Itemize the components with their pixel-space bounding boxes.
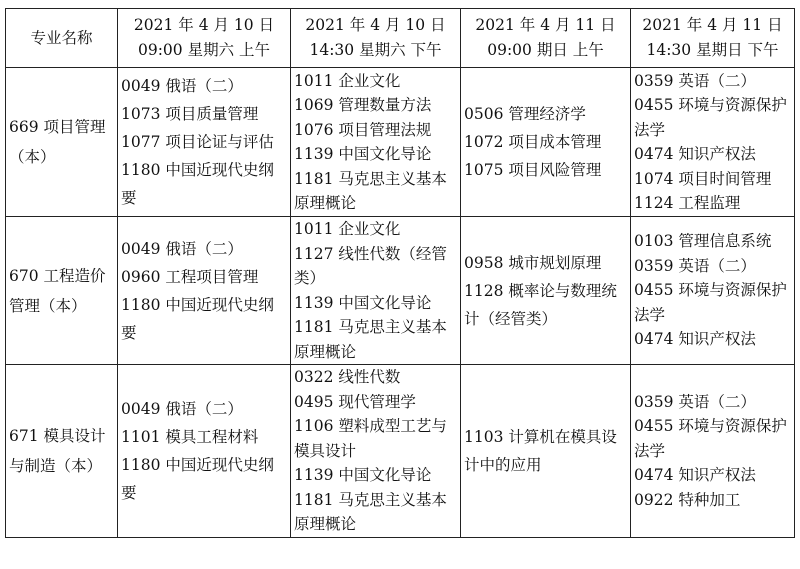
session-date: 2021 年 4 月 11 日 bbox=[475, 16, 616, 34]
course-line: 类） bbox=[294, 269, 326, 287]
course-line: 1180 中国近现代史纲 bbox=[121, 161, 274, 179]
course-line: 法学 bbox=[634, 305, 666, 324]
course-line: 0455 环境与资源保护 bbox=[634, 417, 787, 435]
course-line: 1180 中国近现代史纲 bbox=[121, 455, 274, 474]
session-4-courses bbox=[631, 68, 795, 217]
course-line: 0455 环境与资源保护 bbox=[634, 96, 787, 114]
course-line: 0506 管理经济学 bbox=[464, 105, 586, 123]
course-line: 1011 企业文化 bbox=[294, 71, 401, 90]
session-2-courses bbox=[291, 68, 461, 217]
major-line: 670 工程造价 bbox=[9, 266, 106, 285]
header-session-3 bbox=[461, 9, 631, 68]
course-line: 0474 知识产权法 bbox=[634, 330, 756, 349]
course-line: 计中的应用 bbox=[464, 455, 542, 474]
major-line: （本） bbox=[9, 148, 56, 166]
course-line: 模具设计 bbox=[294, 441, 357, 460]
course-line: 0049 俄语（二） bbox=[121, 77, 243, 95]
course-line: 0474 知识产权法 bbox=[634, 466, 756, 484]
session-1-courses bbox=[118, 217, 291, 365]
course-line: 原理概论 bbox=[294, 342, 357, 361]
header-session-1 bbox=[118, 9, 291, 68]
header-major-name: 专业名称 bbox=[6, 9, 118, 68]
course-line: 要 bbox=[121, 323, 137, 342]
course-line: 1075 项目风险管理 bbox=[464, 161, 602, 179]
course-line: 1139 中国文化导论 bbox=[294, 466, 432, 484]
course-line: 0922 特种加工 bbox=[634, 490, 741, 509]
course-line: 0103 管理信息系统 bbox=[634, 232, 772, 251]
course-line: 0049 俄语（二） bbox=[121, 239, 243, 258]
header-session-2 bbox=[291, 9, 461, 68]
course-line: 0049 俄语（二） bbox=[121, 399, 243, 418]
course-line: 1074 项目时间管理 bbox=[634, 169, 772, 188]
session-3-courses bbox=[461, 68, 631, 217]
course-line: 1128 概率论与数理统 bbox=[464, 281, 617, 300]
major-line: 669 项目管理 bbox=[9, 118, 106, 136]
session-time: 14:30 星期日 下午 bbox=[646, 41, 779, 59]
course-line: 0958 城市规划原理 bbox=[464, 253, 602, 272]
session-3-courses bbox=[461, 217, 631, 365]
course-line: 0455 环境与资源保护 bbox=[634, 281, 787, 300]
course-line: 原理概论 bbox=[294, 194, 357, 212]
course-line: 0359 英语（二） bbox=[634, 256, 756, 275]
course-line: 1106 塑料成型工艺与 bbox=[294, 417, 447, 435]
course-line: 计（经管类） bbox=[464, 309, 558, 328]
session-3-courses bbox=[461, 365, 631, 538]
course-line: 1139 中国文化导论 bbox=[294, 145, 432, 163]
course-line: 1072 项目成本管理 bbox=[464, 133, 602, 151]
major-cell bbox=[6, 365, 118, 538]
session-date: 2021 年 4 月 10 日 bbox=[133, 16, 275, 34]
session-date: 2021 年 4 月 10 日 bbox=[305, 16, 446, 34]
course-line: 0359 英语（二） bbox=[634, 71, 756, 90]
course-line: 1076 项目管理法规 bbox=[294, 120, 432, 139]
course-line: 1181 马克思主义基本 bbox=[294, 169, 447, 188]
course-line: 1180 中国近现代史纲 bbox=[121, 295, 274, 314]
course-line: 原理概论 bbox=[294, 515, 357, 533]
course-line: 要 bbox=[121, 189, 137, 207]
course-line: 1069 管理数量方法 bbox=[294, 96, 432, 114]
course-line: 0359 英语（二） bbox=[634, 392, 756, 411]
major-cell bbox=[6, 68, 118, 217]
major-line: 671 模具设计 bbox=[9, 426, 106, 445]
course-line: 法学 bbox=[634, 120, 666, 139]
course-line: 1181 马克思主义基本 bbox=[294, 490, 447, 509]
course-line: 1181 马克思主义基本 bbox=[294, 318, 447, 336]
course-line: 0960 工程项目管理 bbox=[121, 267, 259, 286]
course-line: 1073 项目质量管理 bbox=[121, 105, 259, 123]
course-line: 0474 知识产权法 bbox=[634, 145, 756, 163]
course-line: 1011 企业文化 bbox=[294, 220, 401, 238]
session-1-courses bbox=[118, 365, 291, 538]
course-line: 0322 线性代数 bbox=[294, 368, 401, 386]
session-date: 2021 年 4 月 11 日 bbox=[642, 16, 783, 34]
session-1-courses bbox=[118, 68, 291, 217]
course-line: 1101 模具工程材料 bbox=[121, 427, 259, 446]
course-line: 0495 现代管理学 bbox=[294, 392, 416, 411]
table-row bbox=[6, 217, 795, 365]
exam-schedule-table bbox=[5, 8, 795, 538]
session-time: 09:00 期日 上午 bbox=[487, 41, 604, 59]
course-line: 1124 工程监理 bbox=[634, 194, 741, 212]
header-session-4 bbox=[631, 9, 795, 68]
session-2-courses bbox=[291, 217, 461, 365]
session-time: 14:30 星期六 下午 bbox=[309, 41, 442, 59]
course-line: 法学 bbox=[634, 441, 666, 460]
session-4-courses bbox=[631, 217, 795, 365]
session-4-courses bbox=[631, 365, 795, 538]
header-row bbox=[6, 9, 795, 68]
course-line: 1077 项目论证与评估 bbox=[121, 133, 274, 151]
table-row bbox=[6, 68, 795, 217]
course-line: 1127 线性代数（经管 bbox=[294, 244, 447, 263]
course-line: 1139 中国文化导论 bbox=[294, 293, 432, 312]
major-line: 管理（本） bbox=[9, 296, 87, 315]
major-line: 与制造（本） bbox=[9, 456, 103, 475]
session-2-courses bbox=[291, 365, 461, 538]
course-line: 要 bbox=[121, 483, 137, 502]
course-line: 1103 计算机在模具设 bbox=[464, 427, 617, 446]
session-time: 09:00 星期六 上午 bbox=[137, 41, 271, 59]
major-cell bbox=[6, 217, 118, 365]
table-row bbox=[6, 365, 795, 538]
